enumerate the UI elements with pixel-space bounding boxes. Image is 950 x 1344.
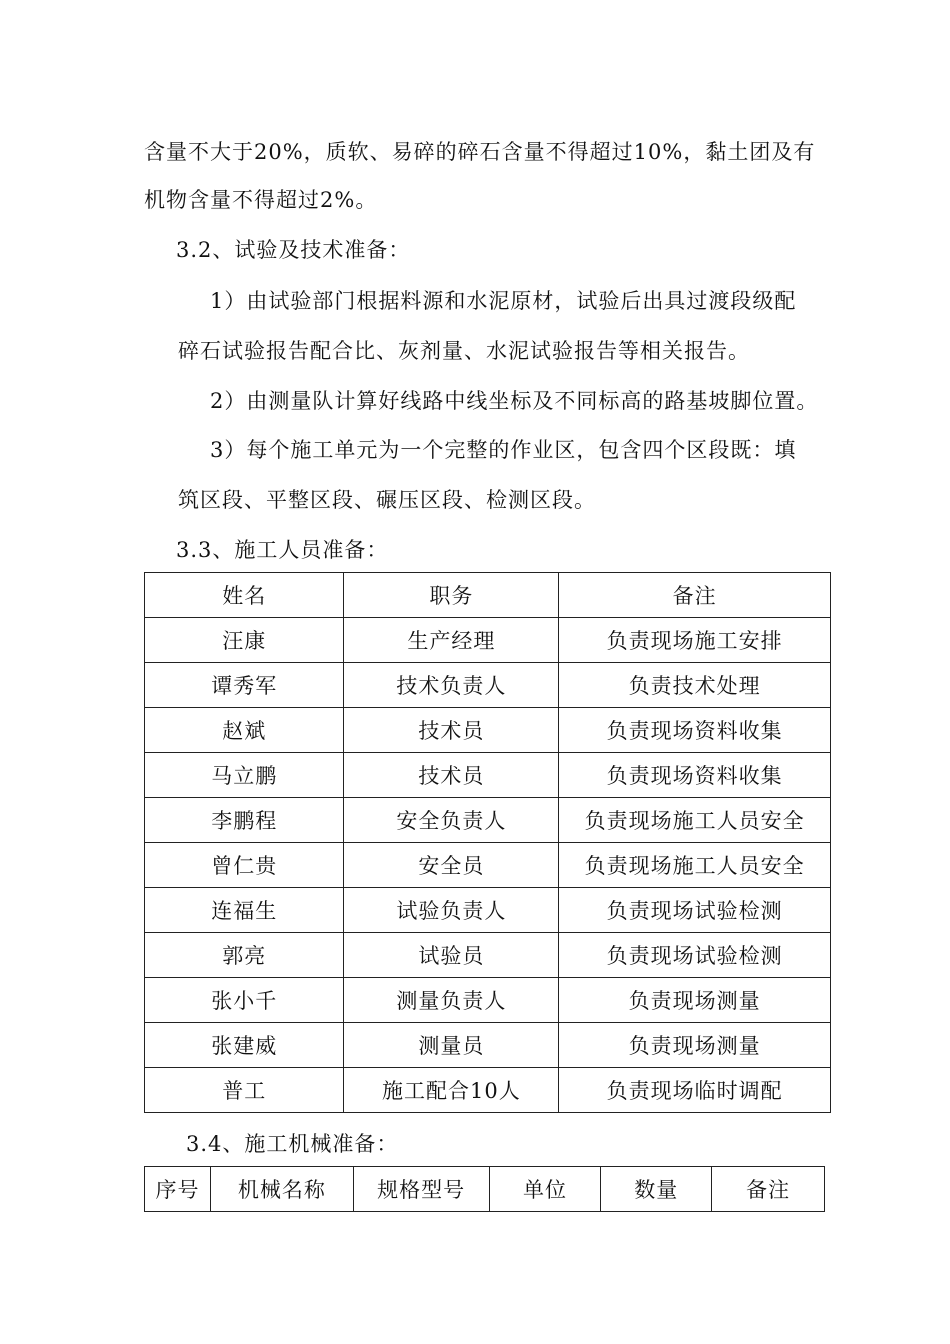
cell-note: 负责现场资料收集 (559, 708, 831, 753)
cell-note: 负责现场施工人员安全 (559, 798, 831, 843)
cell-note: 负责现场施工人员安全 (559, 843, 831, 888)
cell-note: 负责现场施工安排 (559, 618, 831, 663)
cell-name: 郭亮 (145, 933, 344, 978)
paragraph-line: 3）每个施工单元为一个完整的作业区，包含四个区段既：填 (210, 438, 797, 462)
cell-name: 连福生 (145, 888, 344, 933)
table-row (145, 933, 831, 978)
cell-role: 技术员 (344, 708, 559, 753)
table-row (145, 888, 831, 933)
cell-role: 试验负责人 (344, 888, 559, 933)
cell-note: 负责现场测量 (559, 978, 831, 1023)
table-row (145, 1023, 831, 1068)
table-row (145, 1068, 831, 1113)
cell-name: 李鹏程 (145, 798, 344, 843)
table-row (145, 618, 831, 663)
header-cell-remark: 备注 (712, 1167, 825, 1212)
paragraph-line: 机物含量不得超过2%。 (144, 188, 378, 212)
section-heading-3-4: 3.4、施工机械准备： (186, 1132, 399, 1156)
table-row (145, 978, 831, 1023)
header-cell-model: 规格型号 (353, 1167, 489, 1212)
header-cell-quantity: 数量 (601, 1167, 712, 1212)
cell-note: 负责现场临时调配 (559, 1068, 831, 1113)
header-cell-unit: 单位 (489, 1167, 601, 1212)
cell-role: 试验员 (344, 933, 559, 978)
table-row (145, 663, 831, 708)
cell-name: 谭秀军 (145, 663, 344, 708)
table-row (145, 753, 831, 798)
cell-name: 普工 (145, 1068, 344, 1113)
cell-name: 赵斌 (145, 708, 344, 753)
cell-note: 负责现场试验检测 (559, 933, 831, 978)
header-cell-index: 序号 (145, 1167, 211, 1212)
cell-role: 生产经理 (344, 618, 559, 663)
table-header-row (145, 1167, 825, 1212)
cell-note: 负责现场资料收集 (559, 753, 831, 798)
cell-role: 施工配合10人 (344, 1068, 559, 1113)
paragraph-line: 筑区段、平整区段、碾压区段、检测区段。 (178, 488, 596, 512)
section-heading-3-2: 3.2、试验及技术准备： (176, 238, 411, 262)
cell-role: 安全负责人 (344, 798, 559, 843)
cell-note: 负责现场测量 (559, 1023, 831, 1068)
paragraph-line: 1）由试验部门根据料源和水泥原材，试验后出具过渡段级配 (210, 289, 797, 313)
cell-name: 曾仁贵 (145, 843, 344, 888)
header-cell-note: 备注 (559, 573, 831, 618)
staff-table (144, 572, 831, 1113)
paragraph-line: 碎石试验报告配合比、灰剂量、水泥试验报告等相关报告。 (178, 339, 750, 363)
cell-role: 安全员 (344, 843, 559, 888)
header-cell-name: 姓名 (145, 573, 344, 618)
cell-note: 负责现场试验检测 (559, 888, 831, 933)
cell-note: 负责技术处理 (559, 663, 831, 708)
cell-role: 技术负责人 (344, 663, 559, 708)
section-heading-3-3: 3.3、施工人员准备： (176, 538, 389, 562)
header-cell-machine-name: 机械名称 (210, 1167, 353, 1212)
cell-name: 马立鹏 (145, 753, 344, 798)
machine-table (144, 1166, 825, 1212)
table-row (145, 708, 831, 753)
cell-role: 测量负责人 (344, 978, 559, 1023)
cell-role: 测量员 (344, 1023, 559, 1068)
table-row (145, 798, 831, 843)
paragraph-line: 含量不大于20%，质软、易碎的碎石含量不得超过10%，黏土团及有 (144, 140, 816, 164)
cell-name: 汪康 (145, 618, 344, 663)
paragraph-line: 2）由测量队计算好线路中线坐标及不同标高的路基坡脚位置。 (210, 389, 819, 413)
table-row (145, 843, 831, 888)
cell-name: 张建威 (145, 1023, 344, 1068)
cell-role: 技术员 (344, 753, 559, 798)
header-cell-role: 职务 (344, 573, 559, 618)
cell-name: 张小千 (145, 978, 344, 1023)
table-header-row (145, 573, 831, 618)
